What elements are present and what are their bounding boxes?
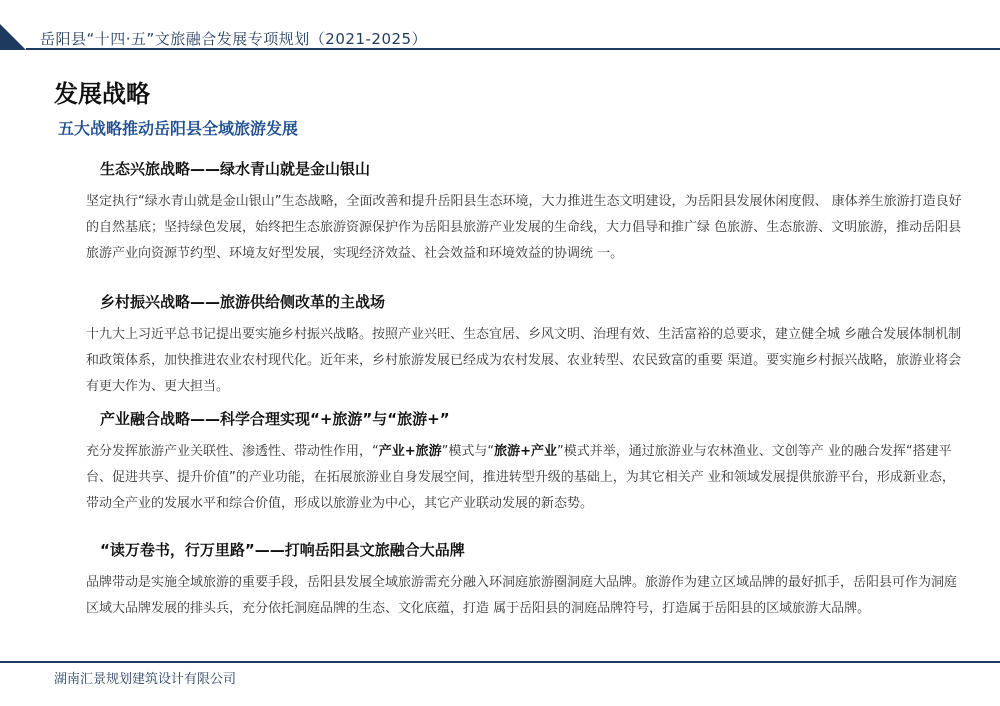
header-corner-triangle (0, 24, 26, 50)
section-rural-revitalization (86, 291, 966, 400)
document-title: 岳阳县“十四·五”文旅融合发展专项规划（2021-2025） (40, 30, 428, 48)
section-title: 产业融合战略——科学合理实现“+旅游”与“旅游+” (100, 410, 450, 428)
bold-term: 产业+旅游 (378, 444, 442, 459)
page-title: 发展战略 (54, 80, 150, 108)
header-divider (26, 48, 1000, 50)
page-subtitle: 五大战略推动岳阳县全域旅游发展 (58, 119, 299, 138)
section-title: “读万卷书，行万里路”——打响岳阳县文旅融合大品牌 (100, 541, 465, 559)
body-text: 充分发挥旅游产业关联性、渗透性、带动性作用，“ (86, 444, 379, 459)
section-body: 十九大上习近平总书记提出要实施乡村振兴战略。按照产业兴旺、生态宜居、乡风文明、治理有效、生活富裕的总要求，建立健全城 乡融合发展体制机制和政策体系，加快推进农业农村现代化。近年来，乡村旅游发展已经成为农村发展、农业转型、农民致富的重要 渠道。要实施乡村振兴战略，旅游业将会有更大作为、更大担当。 (86, 327, 962, 394)
section-body: 品牌带动是实施全域旅游的重要手段，岳阳县发展全域旅游需充分融入环洞庭旅游圈洞庭大品牌。旅游作为建立区域品牌的最好抓手，岳阳县可作为洞庭区域大品牌发展的排头兵，充分依托洞庭品牌的生态、文化底蕴，打造 属于岳阳县的洞庭品牌符号，打造属于岳阳县的区域旅游大品牌。 (86, 575, 958, 616)
section-body (86, 439, 966, 517)
footer-divider (0, 661, 1000, 663)
section-industry-integration (86, 408, 966, 517)
section-title: 生态兴旅战略——绿水青山就是金山银山 (100, 160, 371, 178)
body-text: ”模式并举，通过旅游业与农林渔业、文创等产 业的融合发挥“搭建平台、促进共享、提升价值”的产业功能，在拓展旅游业自身发展空间，推进转型升级的基础上，为其它相关产 业和领域发展提供旅游平台，形成新业态，带动全产业的发展水平和综合价值，形成以旅游业为中心，其它产业联动发展的新态势。 (86, 444, 955, 511)
footer-company: 湖南汇景规划建筑设计有限公司 (54, 672, 237, 687)
bold-term: 旅游+产业 (494, 444, 558, 459)
section-body: 坚定执行“绿水青山就是金山银山”生态战略，全面改善和提升岳阳县生态环境，大力推进生态文明建设，为岳阳县发展休闲度假、 康体养生旅游打造良好的自然基底；坚持绿色发展，始终把生态旅游资源保护作为岳阳县旅游产业发展的生命线，大力倡导和推广绿 色旅游、生态旅游、文明旅游，推动岳阳县旅游产业向资源节约型、环境友好型发展，实现经济效益、社会效益和环境效益的协调统 一。 (86, 194, 962, 261)
section-ecology-strategy (86, 158, 966, 267)
section-brand-strategy (86, 539, 966, 622)
header-bar (0, 0, 1000, 50)
section-title: 乡村振兴战略——旅游供给侧改革的主战场 (100, 293, 386, 311)
body-text: ”模式与“ (441, 444, 495, 459)
